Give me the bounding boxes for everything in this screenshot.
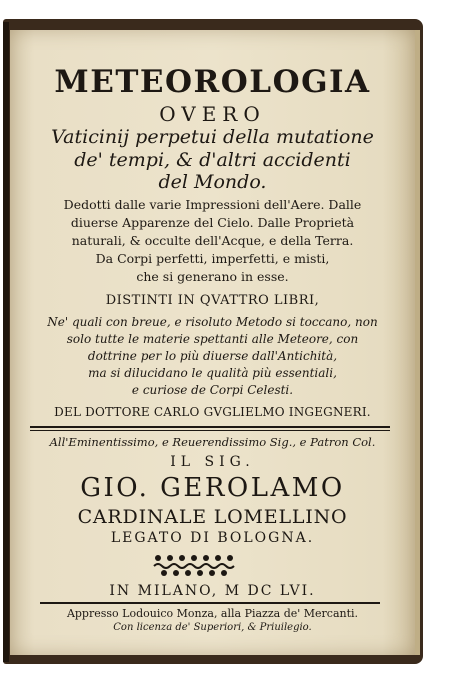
distinti-heading: DISTINTI IN QVATTRO LIBRI, bbox=[105, 293, 320, 308]
legato-line: LEGATO DI BOLOGNA. bbox=[110, 530, 315, 546]
deduced-line-3: naturali, & occulte dell'Acque, e della Terra. bbox=[71, 233, 354, 248]
subtitle-line-3: del Mondo. bbox=[158, 171, 267, 193]
page-edge bbox=[415, 30, 420, 655]
description-line-5: e curiose de Corpi Celesti. bbox=[131, 383, 294, 397]
divider-rule-top-thin bbox=[30, 430, 390, 431]
subtitle-line-1: Vaticinij perpetui della mutatione bbox=[51, 126, 374, 148]
divider-rule-top bbox=[30, 426, 390, 428]
overo-line: OVERO bbox=[159, 102, 266, 126]
spine-shadow bbox=[3, 22, 9, 662]
deduced-line-5: che si generano in esse. bbox=[136, 269, 289, 284]
printer-line: Appresso Lodouico Monza, alla Piazza de' Mercanti. bbox=[66, 607, 359, 620]
description-line-3: dottrine per lo più diuerse dall'Antichità, bbox=[87, 349, 338, 363]
deduced-line-4: Da Corpi perfetti, imperfetti, e misti, bbox=[95, 251, 330, 266]
printer-ornament-icon bbox=[150, 552, 238, 578]
book-title: METEOROLOGIA bbox=[54, 64, 371, 100]
description-line-4: ma si dilucidano le qualità più essentiali, bbox=[88, 366, 337, 380]
description-line-1: Ne' quali con breue, e risoluto Metodo si toccano, non bbox=[47, 315, 378, 329]
divider-rule-bottom bbox=[40, 602, 380, 604]
author-line: DEL DOTTORE CARLO GVGLIELMO INGEGNERI. bbox=[54, 405, 371, 419]
dedicatee-title: CARDINALE LOMELLINO bbox=[77, 506, 348, 528]
deduced-line-1: Dedotti dalle varie Impressioni dell'Aere. Dalle bbox=[63, 197, 362, 212]
description-line-2: solo tutte le materie spettanti alle Meteore, con bbox=[66, 332, 359, 346]
il-sig-line: IL SIG. bbox=[170, 454, 255, 470]
dedication-line: All'Eminentissimo, e Reuerendissimo Sig., e Patron Col. bbox=[49, 435, 376, 449]
dedicatee-name: GIO. GEROLAMO bbox=[80, 473, 345, 503]
deduced-line-2: diuerse Apparenze del Cielo. Dalle Proprietà bbox=[70, 215, 355, 230]
title-page bbox=[10, 30, 415, 655]
license-line: Con licenza de' Superiori, & Priuilegio. bbox=[113, 622, 312, 633]
subtitle-line-2: de' tempi, & d'altri accidenti bbox=[74, 149, 351, 171]
imprint-place-date: IN MILANO, M DC LVI. bbox=[109, 583, 316, 599]
